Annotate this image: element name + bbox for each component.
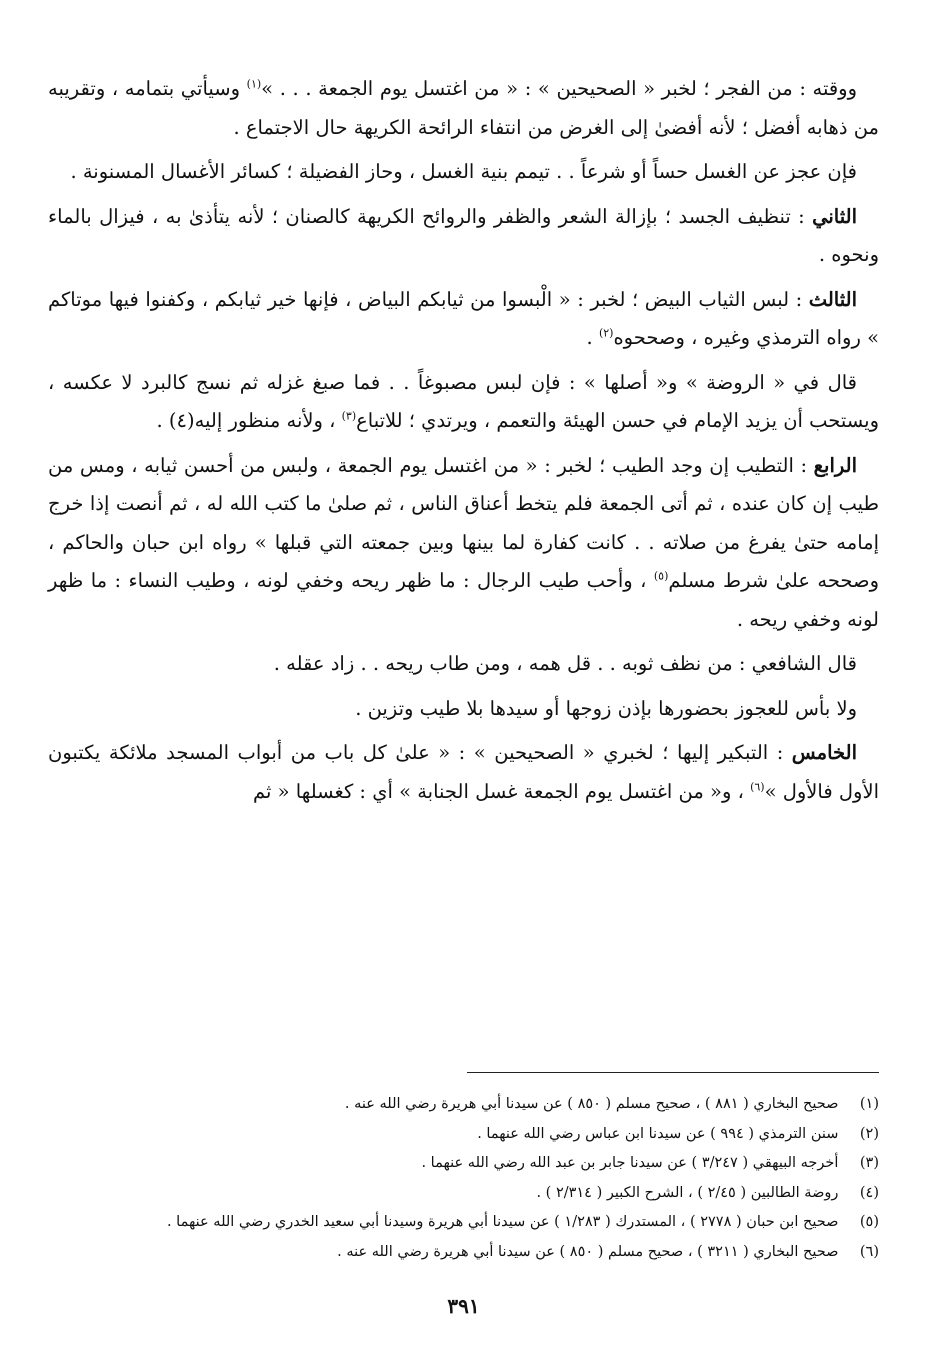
footnote-number: (٥): [859, 1214, 879, 1230]
footnote-text: صحيح ابن حبان ( ٢٧٧٨ ) ، المستدرك ( ١/٢٨٣ ) عن سيدنا أبي هريرة وسيدنا أبي سعيد الخدري رضي الله عنهما .: [166, 1214, 839, 1230]
page-number: ٣٩١: [447, 1294, 480, 1318]
paragraph-tail: ، وأحب طيب الرجال : ما ظهر ريحه وخفي لونه ، وطيب النساء : ما ظهر لونه وخفي ريحه .: [48, 569, 879, 631]
paragraph-tail: وسيأتي بتمامه ، وتقريبه من ذهابه أفضل ؛ لأنه أفضىٰ إلى الغرض من انتفاء الرائحة الكريهة حال الاجتماع .: [48, 77, 879, 139]
footnote-number: (١): [859, 1096, 879, 1112]
paragraph-heading: الثالث: [808, 287, 857, 311]
paragraph-shafii: [48, 645, 879, 684]
paragraph-heading: الرابع: [813, 453, 857, 477]
footnotes: [48, 1090, 879, 1267]
paragraph-text: : لبس الثياب البيض ؛ لخبر : « الْبسوا من ثيابكم البياض ، فإنها خير ثيابكم ، وكفنوا فيها موتاكم » رواه الترمذي وغيره ، وصححوه: [48, 287, 879, 349]
footnote-divider: [467, 1072, 879, 1073]
paragraph-text: : التطيب إن وجد الطيب ؛ لخبر : « من اغتسل يوم الجمعة ، ولبس من أحسن ثيابه ، ومس من طيب إن كان عنده ، ثم أتى الجمعة فلم يتخط أعناق الناس ، ثم صلىٰ ما كتب الله له ، ثم أنصت إذا خرج إمامه حتىٰ يفرغ من صلاته . . كانت كفارة لما بينها وبين جمعته التي قبلها » رواه ابن حبان والحاكم ، وصححه علىٰ شرط مسلم: [48, 453, 879, 592]
paragraph-fifth: [48, 734, 879, 811]
footnote-ref-1[interactable]: (١): [246, 77, 262, 91]
footnote-number: (٢): [859, 1125, 879, 1142]
footnote-item: [48, 1090, 879, 1120]
paragraph-text: قال في « الروضة » و« أصلها » : فإن لبس مصبوغاً . . فما صبغ غزله ثم نسج كالبرد لا عكسه ، ويستحب أن يزيد الإمام في حسن الهيئة والتعمم ، ويرتدي ؛ للاتباع: [48, 370, 879, 432]
paragraph-fourth: [48, 447, 879, 640]
footnote-item: [48, 1238, 879, 1268]
footnote-item: [48, 1149, 879, 1179]
paragraph-heading: الخامس: [791, 741, 857, 764]
footnote-item: [48, 1208, 879, 1238]
paragraph-tail: ، ولأنه منظور إليه(٤) .: [156, 409, 342, 432]
footnote-text: صحيح البخاري ( ٨٨١ ) ، صحيح مسلم ( ٨٥٠ ) عن سيدنا أبي هريرة رضي الله عنه .: [344, 1096, 839, 1112]
paragraph-rawdah: [48, 364, 879, 441]
footnote-ref-6[interactable]: (٦): [750, 780, 765, 793]
paragraph-tayammum: [48, 153, 879, 192]
paragraph-text: ووقته : من الفجر ؛ لخبر « الصحيحين » : « من اغتسل يوم الجمعة . . . »: [261, 77, 857, 100]
footnote-text: أخرجه البيهقي ( ٣/٢٤٧ ) عن سيدنا جابر بن عبد الله رضي الله عنهما .: [421, 1155, 839, 1171]
paragraph-third: [48, 281, 879, 358]
footnote-text: صحيح البخاري ( ٣٢١١ ) ، صحيح مسلم ( ٨٥٠ ) عن سيدنا أبي هريرة رضي الله عنه .: [337, 1243, 839, 1260]
footnote-text: سنن الترمذي ( ٩٩٤ ) عن سيدنا ابن عباس رضي الله عنهما .: [477, 1125, 839, 1142]
footnote-ref-3[interactable]: (٣): [341, 409, 357, 423]
paragraph-text: : تنظيف الجسد ؛ بإزالة الشعر والظفر والروائح الكريهة كالصنان ؛ لأنه يتأذىٰ به ، فيزال بالماء ونحوه .: [48, 204, 879, 266]
paragraph-text: قال الشافعي : من نظف ثوبه . . قل همه ، ومن طاب ريحه . . زاد عقله .: [273, 652, 857, 675]
paragraph-heading: الثاني: [812, 204, 857, 228]
paragraph-time: [48, 70, 879, 147]
paragraph-text: : التبكير إليها ؛ لخبري « الصحيحين » : « علىٰ كل باب من أبواب المسجد ملائكة يكتبون الأول فالأول »: [48, 741, 879, 803]
footnote-ref-5[interactable]: (٥): [653, 569, 669, 583]
paragraph-tail: .: [586, 326, 599, 349]
paragraph-elderly: [48, 690, 879, 729]
footnote-item: [48, 1179, 879, 1209]
paragraph-tail: ، و« من اغتسل يوم الجمعة غسل الجنابة » أي : كغسلها « ثم: [253, 779, 751, 803]
footnote-number: (٦): [859, 1243, 879, 1260]
footnote-number: (٤): [859, 1184, 879, 1201]
paragraph-second: [48, 198, 879, 275]
footnote-number: (٣): [859, 1155, 879, 1171]
main-text: [48, 70, 879, 817]
paragraph-text: فإن عجز عن الغسل حساً أو شرعاً . . تيمم بنية الغسل ، وحاز الفضيلة ؛ كسائر الأغسال المسنونة .: [70, 160, 857, 183]
paragraph-text: ولا بأس للعجوز بحضورها بإذن زوجها أو سيدها بلا طيب وتزين .: [355, 696, 857, 720]
footnote-item: [48, 1120, 879, 1150]
footnote-text: روضة الطالبين ( ٢/٤٥ ) ، الشرح الكبير ( ٢/٣١٤ ) .: [536, 1184, 839, 1201]
footnote-ref-2[interactable]: (٢): [598, 326, 614, 340]
